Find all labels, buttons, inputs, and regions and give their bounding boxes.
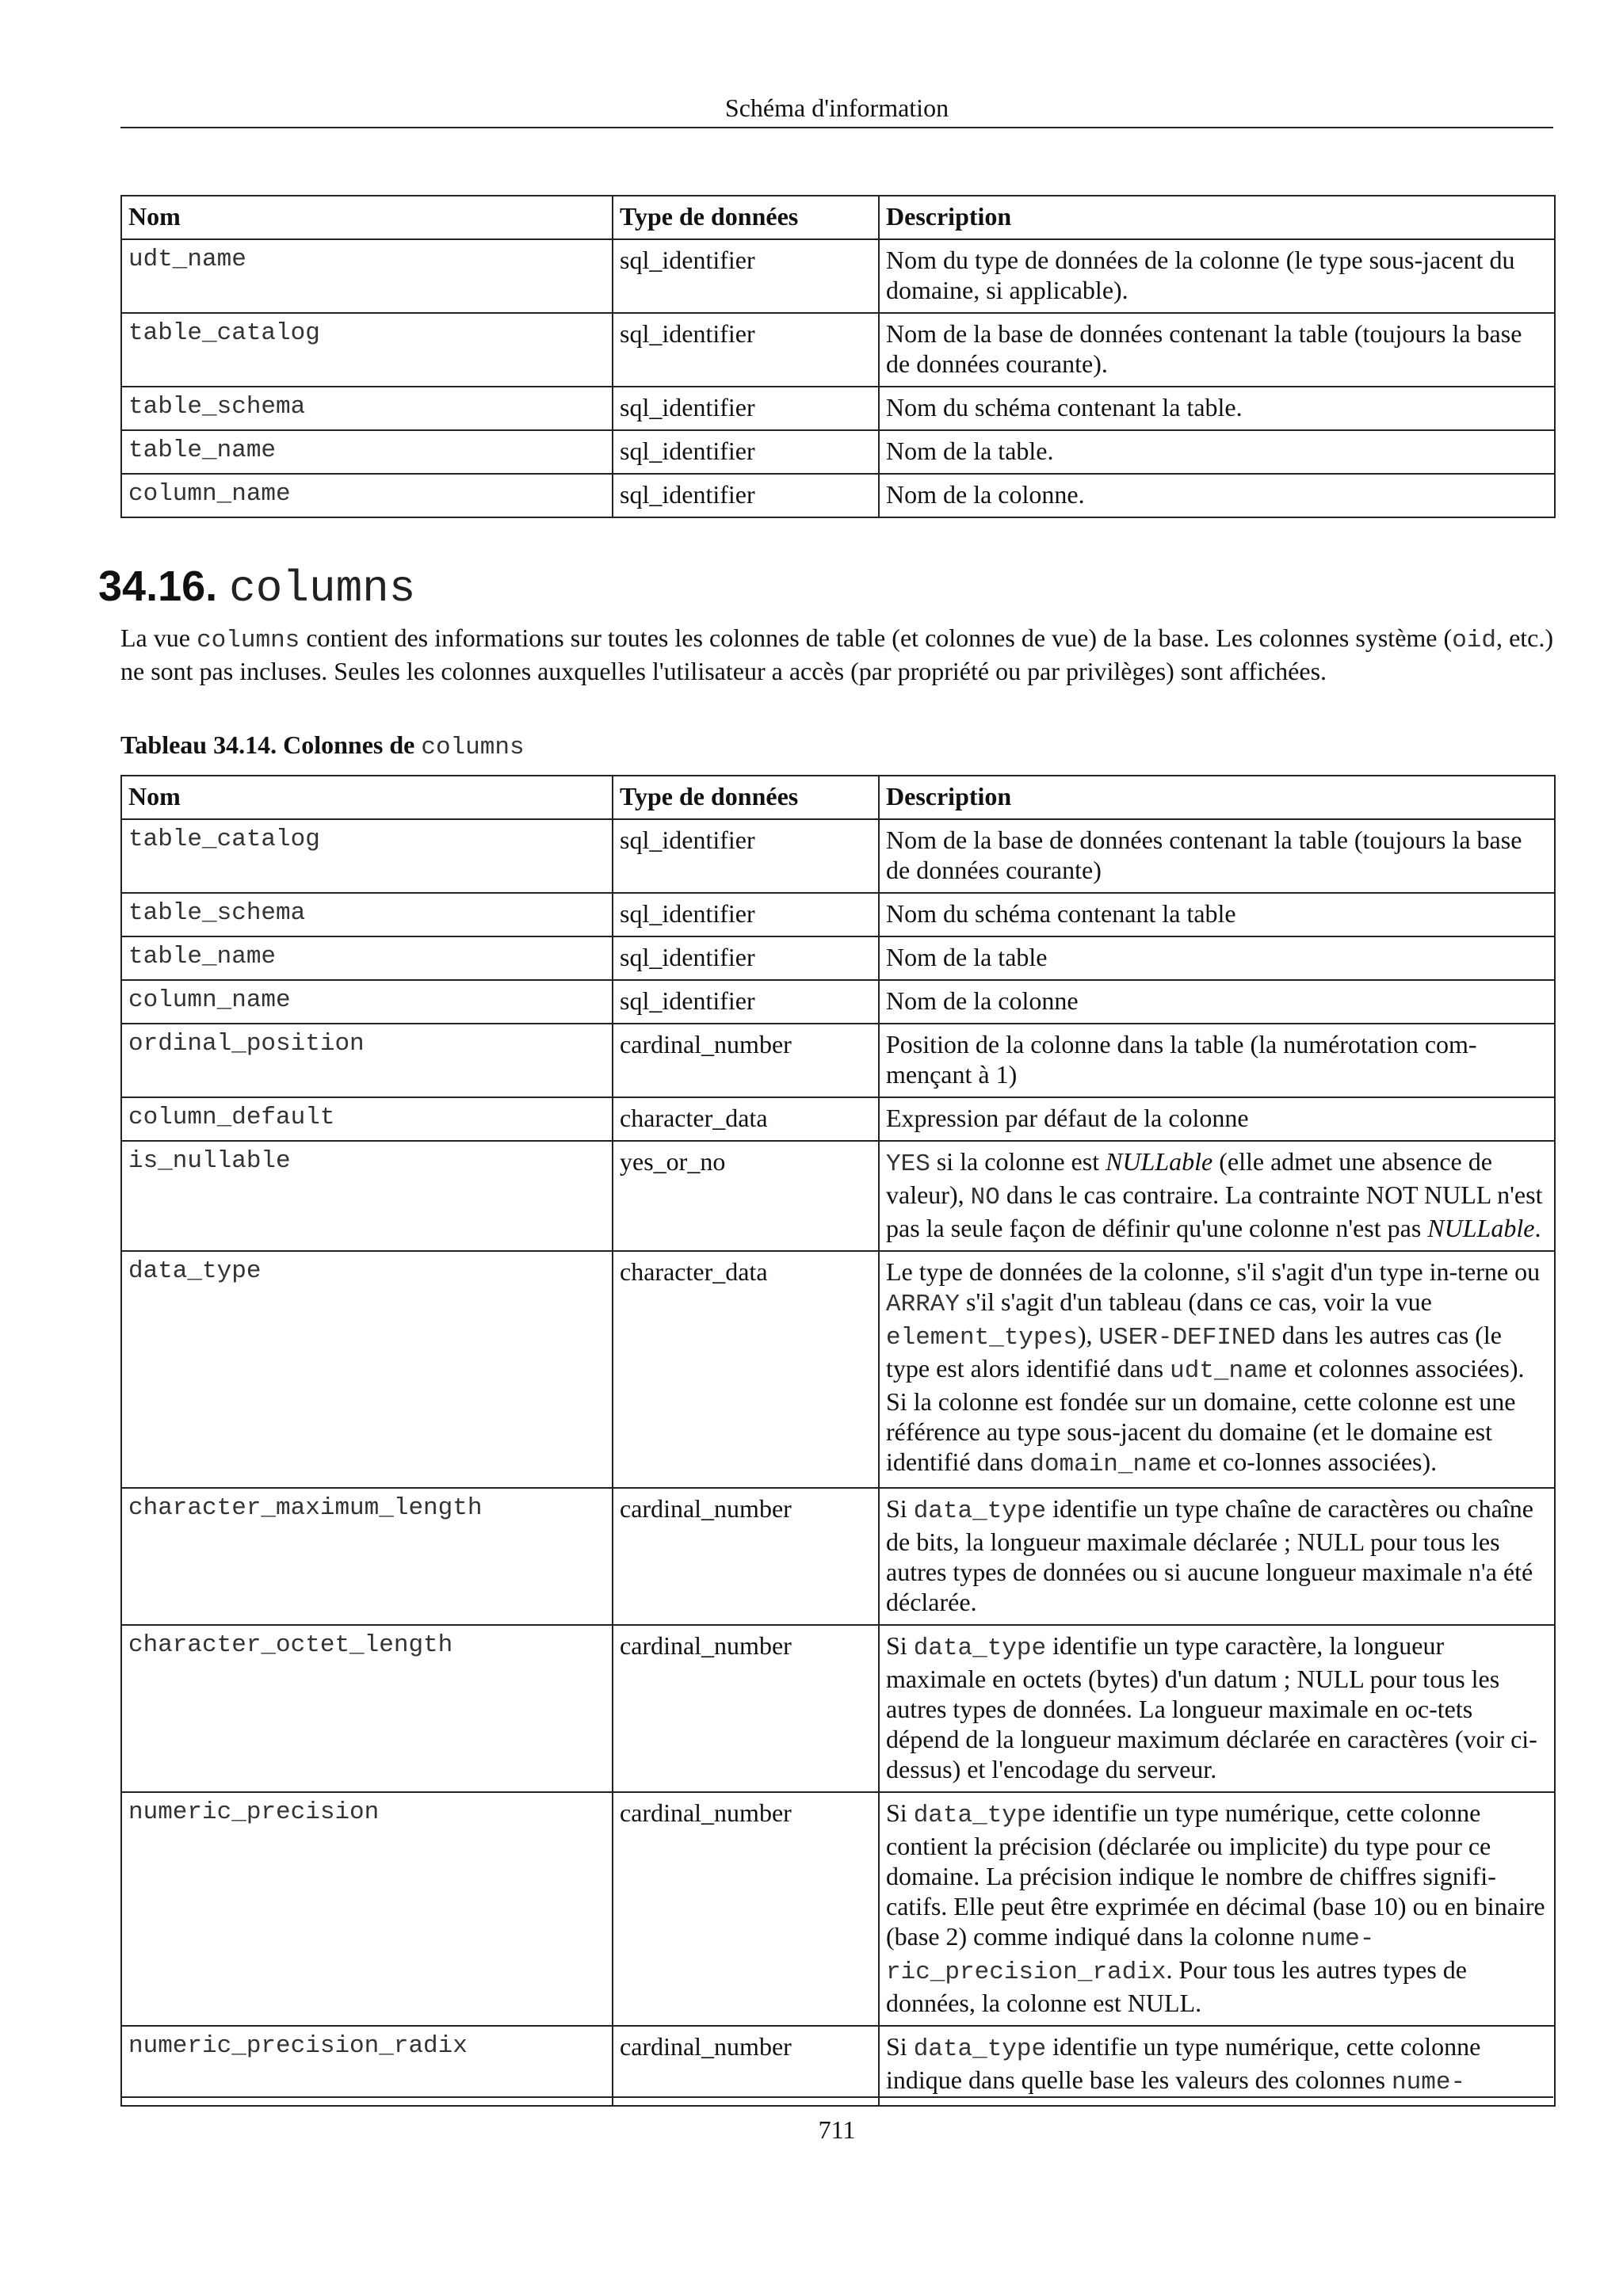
table-row: [121, 1251, 1555, 1488]
section-intro: [120, 623, 1553, 687]
column-name-cell: ordinal_position: [121, 1024, 613, 1097]
table-row: [121, 1141, 1555, 1251]
description-text: Si: [886, 1494, 914, 1523]
description-text: Nom de la table: [886, 943, 1048, 971]
table-row: [121, 1097, 1555, 1141]
description-text: et colonnes associées). Si la colonne est fondée sur un domaine, cette colonne est une référence au type sous-jacent du domaine (et le domaine est identifié dans: [886, 1354, 1525, 1476]
data-type-cell: sql_identifier: [613, 893, 879, 936]
inline-code: NO: [970, 1184, 1000, 1211]
data-type-cell: cardinal_number: [613, 2026, 879, 2106]
intro-text: La vue: [120, 624, 197, 652]
inline-code: udt_name: [1170, 1357, 1288, 1385]
data-type-cell: sql_identifier: [613, 239, 879, 313]
description-cell: Nom du schéma contenant la table.: [879, 387, 1555, 430]
description-text: identifie un type numérique, cette colonne indique dans quelle base les valeurs des colonnes: [886, 2032, 1481, 2094]
column-name-cell: character_maximum_length: [121, 1488, 613, 1625]
intro-code: oid: [1452, 627, 1497, 654]
inline-code: USER-DEFINED: [1098, 1324, 1276, 1352]
column-header-name: Nom: [121, 776, 613, 819]
column-name-cell: table_schema: [121, 387, 613, 430]
table-row: [121, 474, 1555, 517]
intro-text: , etc.) ne sont pas incluses. Seules les colonnes auxquelles l'utilisateur a accès (par propriété ou par privilèges) sont affichées.: [120, 624, 1554, 685]
description-cell: [879, 1625, 1555, 1792]
column-name-cell: character_octet_length: [121, 1625, 613, 1792]
table-row: [121, 936, 1555, 980]
emphasis-text: NULLable: [1427, 1214, 1535, 1242]
column-name-cell: column_name: [121, 474, 613, 517]
inline-code: nume-ric_precision_radix: [886, 1925, 1375, 1986]
table-row: [121, 1024, 1555, 1097]
description-text: .: [1534, 1214, 1541, 1242]
data-type-cell: character_data: [613, 1097, 879, 1141]
column-name-cell: table_catalog: [121, 313, 613, 387]
column-header-type: Type de données: [613, 776, 879, 819]
inline-code: ARRAY: [886, 1291, 960, 1318]
column-name-cell: column_default: [121, 1097, 613, 1141]
inline-code: data_type: [913, 1497, 1047, 1525]
section-title: [98, 561, 415, 614]
column-name-cell: is_nullable: [121, 1141, 613, 1251]
description-text: Le type de données de la colonne, s'il s'agit d'un type in-terne ou: [886, 1257, 1541, 1286]
table-header-row: [121, 196, 1555, 239]
table-row: [121, 2026, 1555, 2106]
description-text: . Pour tous les autres types de données, la colonne est NULL.: [886, 1955, 1467, 2017]
description-text: (elle admet une absence de valeur),: [886, 1147, 1492, 1209]
description-cell: [879, 1251, 1555, 1488]
description-cell: [879, 819, 1555, 893]
data-type-cell: cardinal_number: [613, 1625, 879, 1792]
table-row: [121, 239, 1555, 313]
data-type-cell: sql_identifier: [613, 980, 879, 1024]
description-text: identifie un type caractère, la longueur maximale en octets (bytes) d'un datum ; NULL pour tous les autres types de données. La longueur maximale en oc-tets dépend de la longueur maximum déclarée en caractères (voir ci-dessus) et l'encodage du serveur.: [886, 1631, 1537, 1783]
column-name-cell: table_catalog: [121, 819, 613, 893]
inline-code: YES: [886, 1150, 930, 1178]
description-cell: [879, 1792, 1555, 2026]
description-text: s'il s'agit d'un tableau (dans ce cas, voir la vue: [960, 1287, 1432, 1316]
table-row: [121, 1488, 1555, 1625]
table-row: [121, 387, 1555, 430]
column-header-name: Nom: [121, 196, 613, 239]
column-header-description: Description: [879, 776, 1555, 819]
description-text: identifie un type numérique, cette colonne contient la précision (déclarée ou implicite) du type pour ce domaine. La précision indique le nombre de chiffres signifi-catifs. Elle peut être exprimée en décimal (base 10) ou en binaire (base 2) comme indiqué dans la colonne: [886, 1798, 1545, 1951]
data-type-cell: sql_identifier: [613, 474, 879, 517]
caption-label: Tableau 34.14. Colonnes de: [120, 730, 422, 759]
column-name-cell: table_schema: [121, 893, 613, 936]
column-name-cell: column_name: [121, 980, 613, 1024]
table-row: [121, 313, 1555, 387]
description-cell: [879, 936, 1555, 980]
description-text: Nom de la colonne: [886, 986, 1079, 1015]
data-type-cell: sql_identifier: [613, 313, 879, 387]
data-type-cell: sql_identifier: [613, 936, 879, 980]
description-cell: Nom de la table.: [879, 430, 1555, 474]
table-header-row: [121, 776, 1555, 819]
column-header-description: Description: [879, 196, 1555, 239]
table-row: [121, 1625, 1555, 1792]
description-cell: Nom de la base de données contenant la table (toujours la base de données courante).: [879, 313, 1555, 387]
column-name-cell: numeric_precision: [121, 1792, 613, 2026]
data-type-cell: character_data: [613, 1251, 879, 1488]
table-caption: [120, 729, 525, 764]
description-cell: [879, 1488, 1555, 1625]
inline-code: domain_name: [1029, 1451, 1192, 1478]
page-number: 711: [818, 2115, 856, 2144]
column-name-cell: table_name: [121, 936, 613, 980]
description-cell: [879, 1141, 1555, 1251]
column-name-cell: table_name: [121, 430, 613, 474]
data-type-cell: sql_identifier: [613, 819, 879, 893]
description-text: Expression par défaut de la colonne: [886, 1104, 1249, 1132]
section-code: columns: [229, 563, 416, 614]
inline-code: data_type: [913, 1802, 1047, 1829]
footer-rule: [120, 2096, 1553, 2098]
table-row: [121, 430, 1555, 474]
data-type-cell: cardinal_number: [613, 1488, 879, 1625]
intro-code: columns: [197, 627, 300, 654]
description-cell: [879, 2026, 1555, 2106]
description-text: si la colonne est: [930, 1147, 1106, 1176]
columns-table: [120, 775, 1556, 2107]
table-row: [121, 819, 1555, 893]
description-cell: [879, 1024, 1555, 1097]
inline-code: data_type: [913, 2035, 1047, 2063]
description-cell: [879, 893, 1555, 936]
data-type-cell: sql_identifier: [613, 430, 879, 474]
description-cell: Nom du type de données de la colonne (le type sous-jacent du domaine, si applicable).: [879, 239, 1555, 313]
inline-code: element_types: [886, 1324, 1078, 1352]
description-text: Nom du schéma contenant la table: [886, 899, 1236, 928]
description-cell: Nom de la colonne.: [879, 474, 1555, 517]
description-text: dans le cas contraire. La contrainte NOT NULL n'est pas la seule façon de définir qu'une colonne n'est pas: [886, 1180, 1543, 1242]
data-type-cell: cardinal_number: [613, 1024, 879, 1097]
column-name-cell: data_type: [121, 1251, 613, 1488]
description-text: dans les autres cas (le type est alors identifié dans: [886, 1321, 1502, 1383]
description-text: Position de la colonne dans la table (la numérotation com-mençant à 1): [886, 1030, 1477, 1089]
caption-code: columns: [421, 734, 525, 761]
description-text: Si: [886, 2032, 914, 2061]
description-text: ),: [1077, 1321, 1099, 1349]
running-header: Schéma d'information: [724, 93, 949, 122]
description-text: Nom de la base de données contenant la table (toujours la base de données courante): [886, 826, 1522, 884]
column-name-cell: udt_name: [121, 239, 613, 313]
table-continued: [120, 195, 1556, 518]
table-row: [121, 893, 1555, 936]
emphasis-text: NULLable: [1106, 1147, 1213, 1176]
column-header-type: Type de données: [613, 196, 879, 239]
column-name-cell: numeric_precision_radix: [121, 2026, 613, 2106]
table-row: [121, 1792, 1555, 2026]
inline-code: data_type: [913, 1634, 1047, 1662]
description-text: et co-lonnes associées).: [1191, 1447, 1438, 1476]
description-text: Si: [886, 1631, 914, 1660]
inline-code: nume-: [1392, 2069, 1466, 2096]
description-cell: [879, 980, 1555, 1024]
header-rule: [120, 127, 1553, 128]
intro-text: contient des informations sur toutes les colonnes de table (et colonnes de vue) de la base. Les colonnes système (: [300, 624, 1453, 652]
data-type-cell: cardinal_number: [613, 1792, 879, 2026]
description-text: Si: [886, 1798, 914, 1827]
table-row: [121, 980, 1555, 1024]
description-cell: [879, 1097, 1555, 1141]
data-type-cell: sql_identifier: [613, 387, 879, 430]
section-number: 34.16.: [98, 563, 218, 610]
description-text: identifie un type chaîne de caractères ou chaîne de bits, la longueur maximale déclarée ; NULL pour tous les autres types de données ou si aucune longueur maximale n'a été déclarée.: [886, 1494, 1533, 1616]
data-type-cell: yes_or_no: [613, 1141, 879, 1251]
